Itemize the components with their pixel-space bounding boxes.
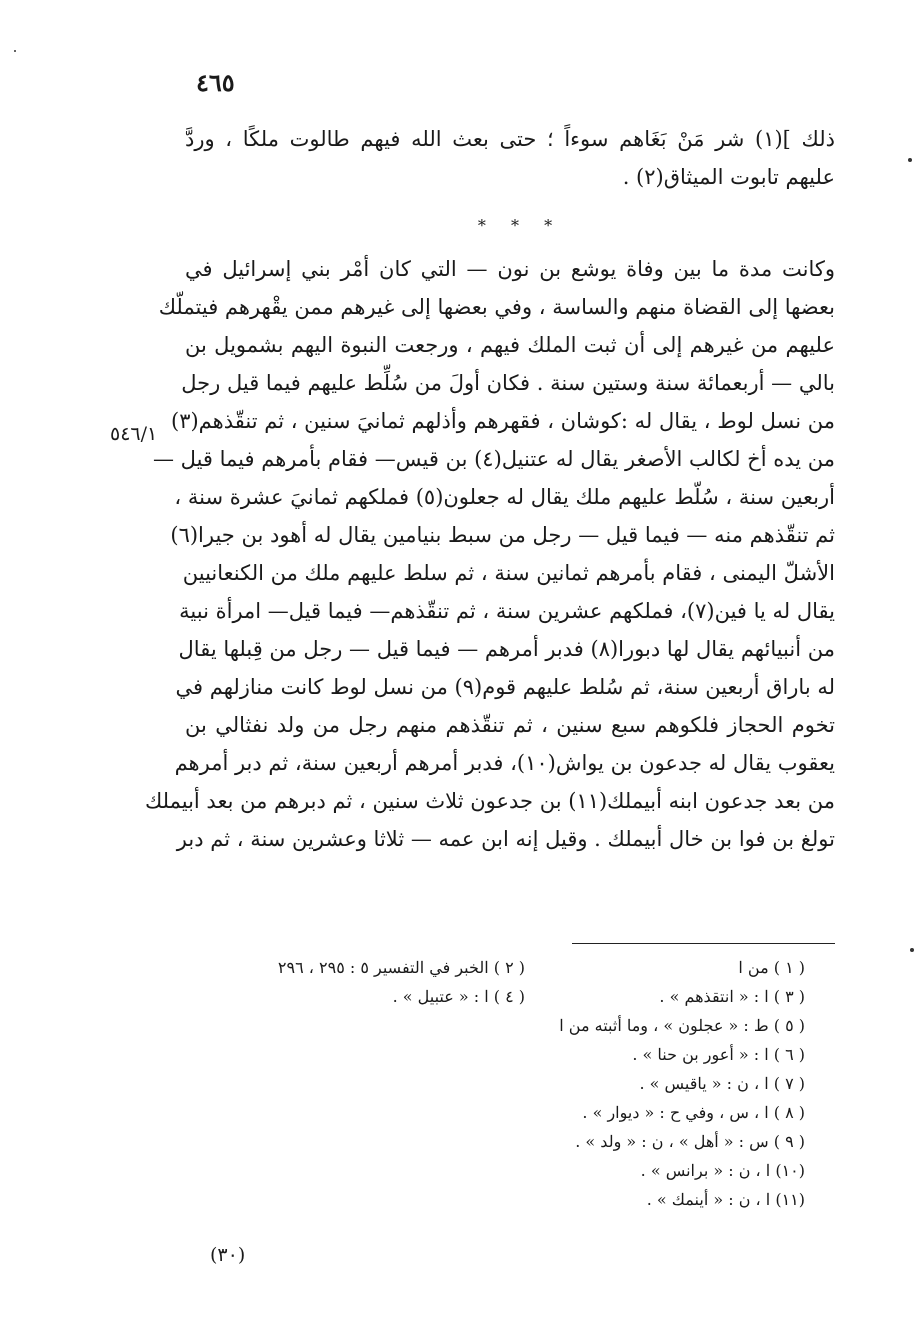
text-line: من نسل لوط ، يقال له :كوشان ، فقهرهم وأذلهم ثمانيَ سنين ، ثم تنقّذهم(٣) bbox=[170, 409, 835, 433]
printer-signature: (٣٠) bbox=[210, 1244, 246, 1266]
text-line: له باراق أربعين سنة، ثم سُلط عليهم قوم(٩) من نسل لوط كانت منازلهم في bbox=[175, 675, 835, 699]
footnote: ( ٦ ) ا : « أعور بن حنا » . bbox=[632, 1045, 805, 1064]
page-number: ٤٦٥ bbox=[196, 68, 235, 97]
footnote: ( ٣ ) ا : « انتقذهم » . bbox=[659, 987, 805, 1006]
footnotes bbox=[185, 953, 805, 1214]
margin-reference: ٥٤٦/١ bbox=[110, 423, 158, 445]
section-separator-stars: * * * bbox=[477, 216, 563, 235]
footnote: ( ٨ ) ا ، س ، وفي ح : « ديوار » . bbox=[582, 1103, 805, 1122]
footnote-row bbox=[185, 1127, 805, 1156]
text-line: عليهم من غيرهم إلى أن ثبت الملك فيهم ، ورجعت النبوة اليهم بشمويل بن bbox=[185, 333, 835, 357]
text-line: يعقوب يقال له جدعون بن يواش(١٠)، فدبر أمرهم أربعين سنة، ثم دبر أمرهم bbox=[174, 751, 835, 775]
footnote-row bbox=[185, 1185, 805, 1214]
text-line: بعضها إلى القضاة منهم والساسة ، وفي بعضها إلى غيرهم ممن يقْهرهم فيتملّك bbox=[158, 295, 835, 319]
text-line: ذلك ](١) شر مَنْ بَغَاهم سوءاً ؛ حتى بعث الله فيهم طالوت ملكًا ، وردَّ bbox=[185, 127, 835, 151]
text-line: الأشلّ اليمنى ، فقام بأمرهم ثمانين سنة ، ثم سلط عليهم ملك من الكنعانيين bbox=[182, 561, 835, 585]
text-line: وكانت مدة ما بين وفاة يوشع بن نون — التي كان أمْر بني إسرائيل في bbox=[185, 257, 835, 281]
footnote-separator bbox=[572, 943, 835, 944]
text-line: ثم تنقّذهم منه — فيما قيل — رجل من سبط بنيامين يقال له أهود بن جيرا(٦) bbox=[170, 523, 835, 547]
text-line: عليهم تابوت الميثاق(٢) . bbox=[622, 165, 835, 189]
footnote: (١١) ا ، ن : « أينمك » . bbox=[646, 1190, 805, 1209]
footnote: ( ٢ ) الخبر في التفسير ٥ : ٢٩٥ ، ٢٩٦ bbox=[277, 958, 525, 977]
text-line: تولغ بن فوا بن خال أبيملك . وقيل إنه ابن عمه — ثلاثا وعشرين سنة ، ثم دبر bbox=[176, 827, 835, 851]
text-line: بالي — أربعمائة سنة وستين سنة . فكان أولَ من سُلِّط عليهم فيما قيل رجل bbox=[181, 371, 835, 395]
footnote-row bbox=[185, 1156, 805, 1185]
main-paragraph bbox=[144, 250, 835, 858]
footnote: (١٠) ا ، ن : « برانس » . bbox=[640, 1161, 805, 1180]
text-line: تخوم الحجاز فلكوهم سبع سنين ، ثم تنقّذهم منهم رجل من ولد نفثالي بن bbox=[185, 713, 835, 737]
footnote: ( ٧ ) ا ، ن : « ياقيس » . bbox=[639, 1074, 805, 1093]
footnote-row bbox=[185, 1040, 805, 1069]
footnote-row bbox=[185, 1069, 805, 1098]
footnote: ( ٤ ) ا : « عتبيل » . bbox=[392, 987, 525, 1006]
text-line: من يده أخ لكالب الأصغر يقال له عتنيل(٤) بن قيس— فقام بأمرهم فيما قيل — bbox=[153, 447, 835, 471]
scan-speck bbox=[910, 948, 914, 952]
text-line: من بعد جدعون ابنه أبيملك(١١) بن جدعون ثلاث سنين ، ثم دبرهم من بعد أبيملك bbox=[144, 789, 835, 813]
footnote: ( ٩ ) س : « أهل » ، ن : « ولد » . bbox=[575, 1132, 805, 1151]
footnote-row bbox=[185, 953, 805, 982]
text-line: من أنبيائهم يقال لها دبورا(٨) فدبر أمرهم — فيما قيل — رجل من قِبلها يقال bbox=[178, 637, 835, 661]
text-line: أربعين سنة ، سُلّط عليهم ملك يقال له جعلون(٥) فملكهم ثمانيَ عشرة سنة ، bbox=[174, 485, 835, 509]
scan-speck bbox=[14, 50, 16, 52]
intro-paragraph bbox=[185, 120, 835, 196]
footnote: ( ١ ) من ا bbox=[738, 958, 805, 977]
footnote-row bbox=[185, 982, 805, 1011]
footnote: ( ٥ ) ط : « عجلون » ، وما أثبته من ا bbox=[559, 1016, 805, 1035]
scan-speck bbox=[908, 158, 912, 162]
text-line: يقال له يا فين(٧)، فملكهم عشرين سنة ، ثم تنقّذهم— فيما قيل— امرأة نبية bbox=[179, 599, 835, 623]
footnote-row bbox=[185, 1098, 805, 1127]
footnote-row bbox=[185, 1011, 805, 1040]
